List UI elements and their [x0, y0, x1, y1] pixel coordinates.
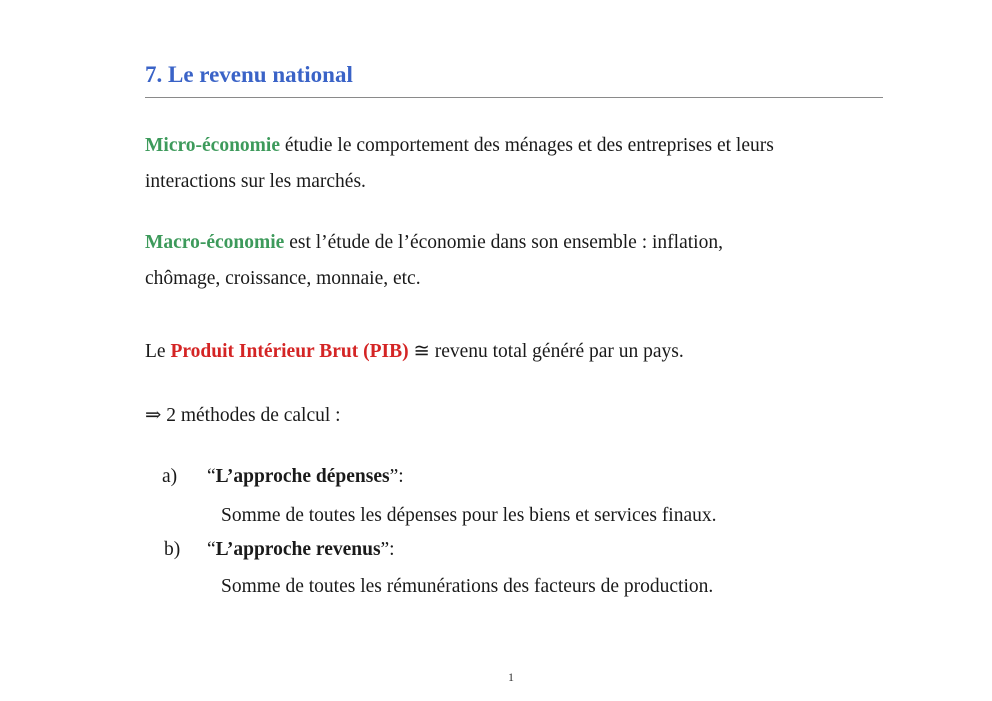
pib-prefix: Le	[145, 341, 171, 362]
method-b-description: Somme de toutes les rémunérations des facteurs de production.	[221, 576, 714, 597]
micro-text-line1: étudie le comportement des ménages et des entreprises et leurs	[280, 135, 774, 156]
pib-paragraph	[145, 334, 684, 370]
title-divider	[145, 97, 883, 98]
method-b-marker: b)	[164, 539, 181, 560]
method-b-open-quote: “	[207, 539, 216, 560]
method-a-open-quote: “	[207, 466, 216, 487]
macro-text-line1: est l’étude de l’économie dans son ensemble : inflation,	[284, 232, 723, 253]
micro-paragraph	[145, 128, 774, 200]
method-a-label: L’approche dépenses	[215, 466, 390, 487]
micro-text-line2: interactions sur les marchés.	[145, 171, 366, 192]
method-a-close-quote: ”:	[389, 466, 404, 487]
methods-intro: ⇒ 2 méthodes de calcul :	[145, 405, 341, 426]
method-b-label: L’approche revenus	[215, 539, 381, 560]
pib-suffix: ≅ revenu total généré par un pays.	[408, 341, 684, 362]
method-a-heading	[207, 465, 404, 489]
method-b-close-quote: ”:	[380, 539, 395, 560]
macro-text-line2: chômage, croissance, monnaie, etc.	[145, 268, 421, 289]
method-a-description: Somme de toutes les dépenses pour les biens et services finaux.	[221, 505, 717, 526]
micro-term: Micro-économie	[145, 135, 280, 156]
method-a-marker: a)	[162, 466, 178, 487]
macro-paragraph	[145, 225, 723, 297]
page-title: 7. Le revenu national	[145, 62, 353, 87]
macro-term: Macro-économie	[145, 232, 285, 253]
page-number: 1	[508, 670, 514, 684]
method-b-heading	[207, 538, 395, 562]
pib-term: Produit Intérieur Brut (PIB)	[170, 341, 409, 362]
